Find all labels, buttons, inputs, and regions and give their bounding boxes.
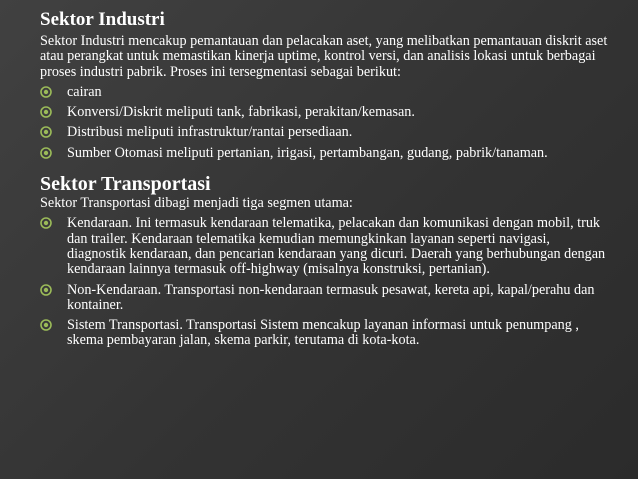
- list-item: [40, 283, 608, 314]
- circle-target-bullet-icon: [40, 126, 52, 138]
- section-intro-transportasi: Sektor Transportasi dibagi menjadi tiga segmen utama:: [40, 195, 353, 212]
- section-title-industri: Sektor Industri: [40, 9, 165, 30]
- list-item: [40, 105, 608, 120]
- list-item-text: Sumber Otomasi meliputi pertanian, irigasi, pertambangan, gudang, pabrik/tanaman.: [67, 144, 548, 161]
- section-title-transportasi: Sektor Transportasi: [40, 173, 211, 196]
- bullet-list-industri: [40, 85, 608, 161]
- circle-target-bullet-icon: [40, 86, 52, 98]
- list-item-text: Non-Kendaraan. Transportasi non-kendaraan termasuk pesawat, kereta api, kapal/perahu dan kontainer.: [67, 281, 595, 313]
- circle-target-bullet-icon: [40, 106, 52, 118]
- list-item-text: Sistem Transportasi. Transportasi Sistem mencakup layanan informasi untuk penumpang , skema pembayaran jalan, skema parkir, terutama di kota-kota.: [67, 317, 579, 349]
- list-item: [40, 125, 608, 140]
- list-item: [40, 85, 608, 100]
- list-item: [40, 216, 608, 277]
- section-intro-industri: Sektor Industri mencakup pemantauan dan pelacakan aset, yang melibatkan pemantauan diskrit aset atau perangkat untuk memastikan kinerja uptime, kontrol versi, dan analisis lokasi untuk berbagai proses industri pabrik. Proses ini tersegmentasi sebagai berikut:: [40, 33, 608, 80]
- bullet-list-transportasi: [40, 216, 608, 348]
- slide-content: [40, 8, 608, 349]
- circle-target-bullet-icon: [40, 217, 52, 229]
- circle-target-bullet-icon: [40, 284, 52, 296]
- list-item: [40, 318, 608, 349]
- circle-target-bullet-icon: [40, 319, 52, 331]
- list-item-text: Kendaraan. Ini termasuk kendaraan telematika, pelacakan dan komunikasi dengan mobil, truk dan trailer. Kendaraan telematika kemudian memungkinkan layanan seperti navigasi, diagnostik kendaraan, dan pencarian kendaraan yang dicuri. Daerah yang berhubungan dengan kendaraan lainnya termasuk off-highway (misalnya konstruksi, pertanian).: [67, 215, 606, 278]
- list-item: [40, 146, 608, 161]
- list-item-text: Distribusi meliputi infrastruktur/rantai persediaan.: [67, 124, 353, 141]
- circle-target-bullet-icon: [40, 147, 52, 159]
- list-item-text: cairan: [67, 83, 102, 100]
- list-item-text: Konversi/Diskrit meliputi tank, fabrikasi, perakitan/kemasan.: [67, 104, 415, 121]
